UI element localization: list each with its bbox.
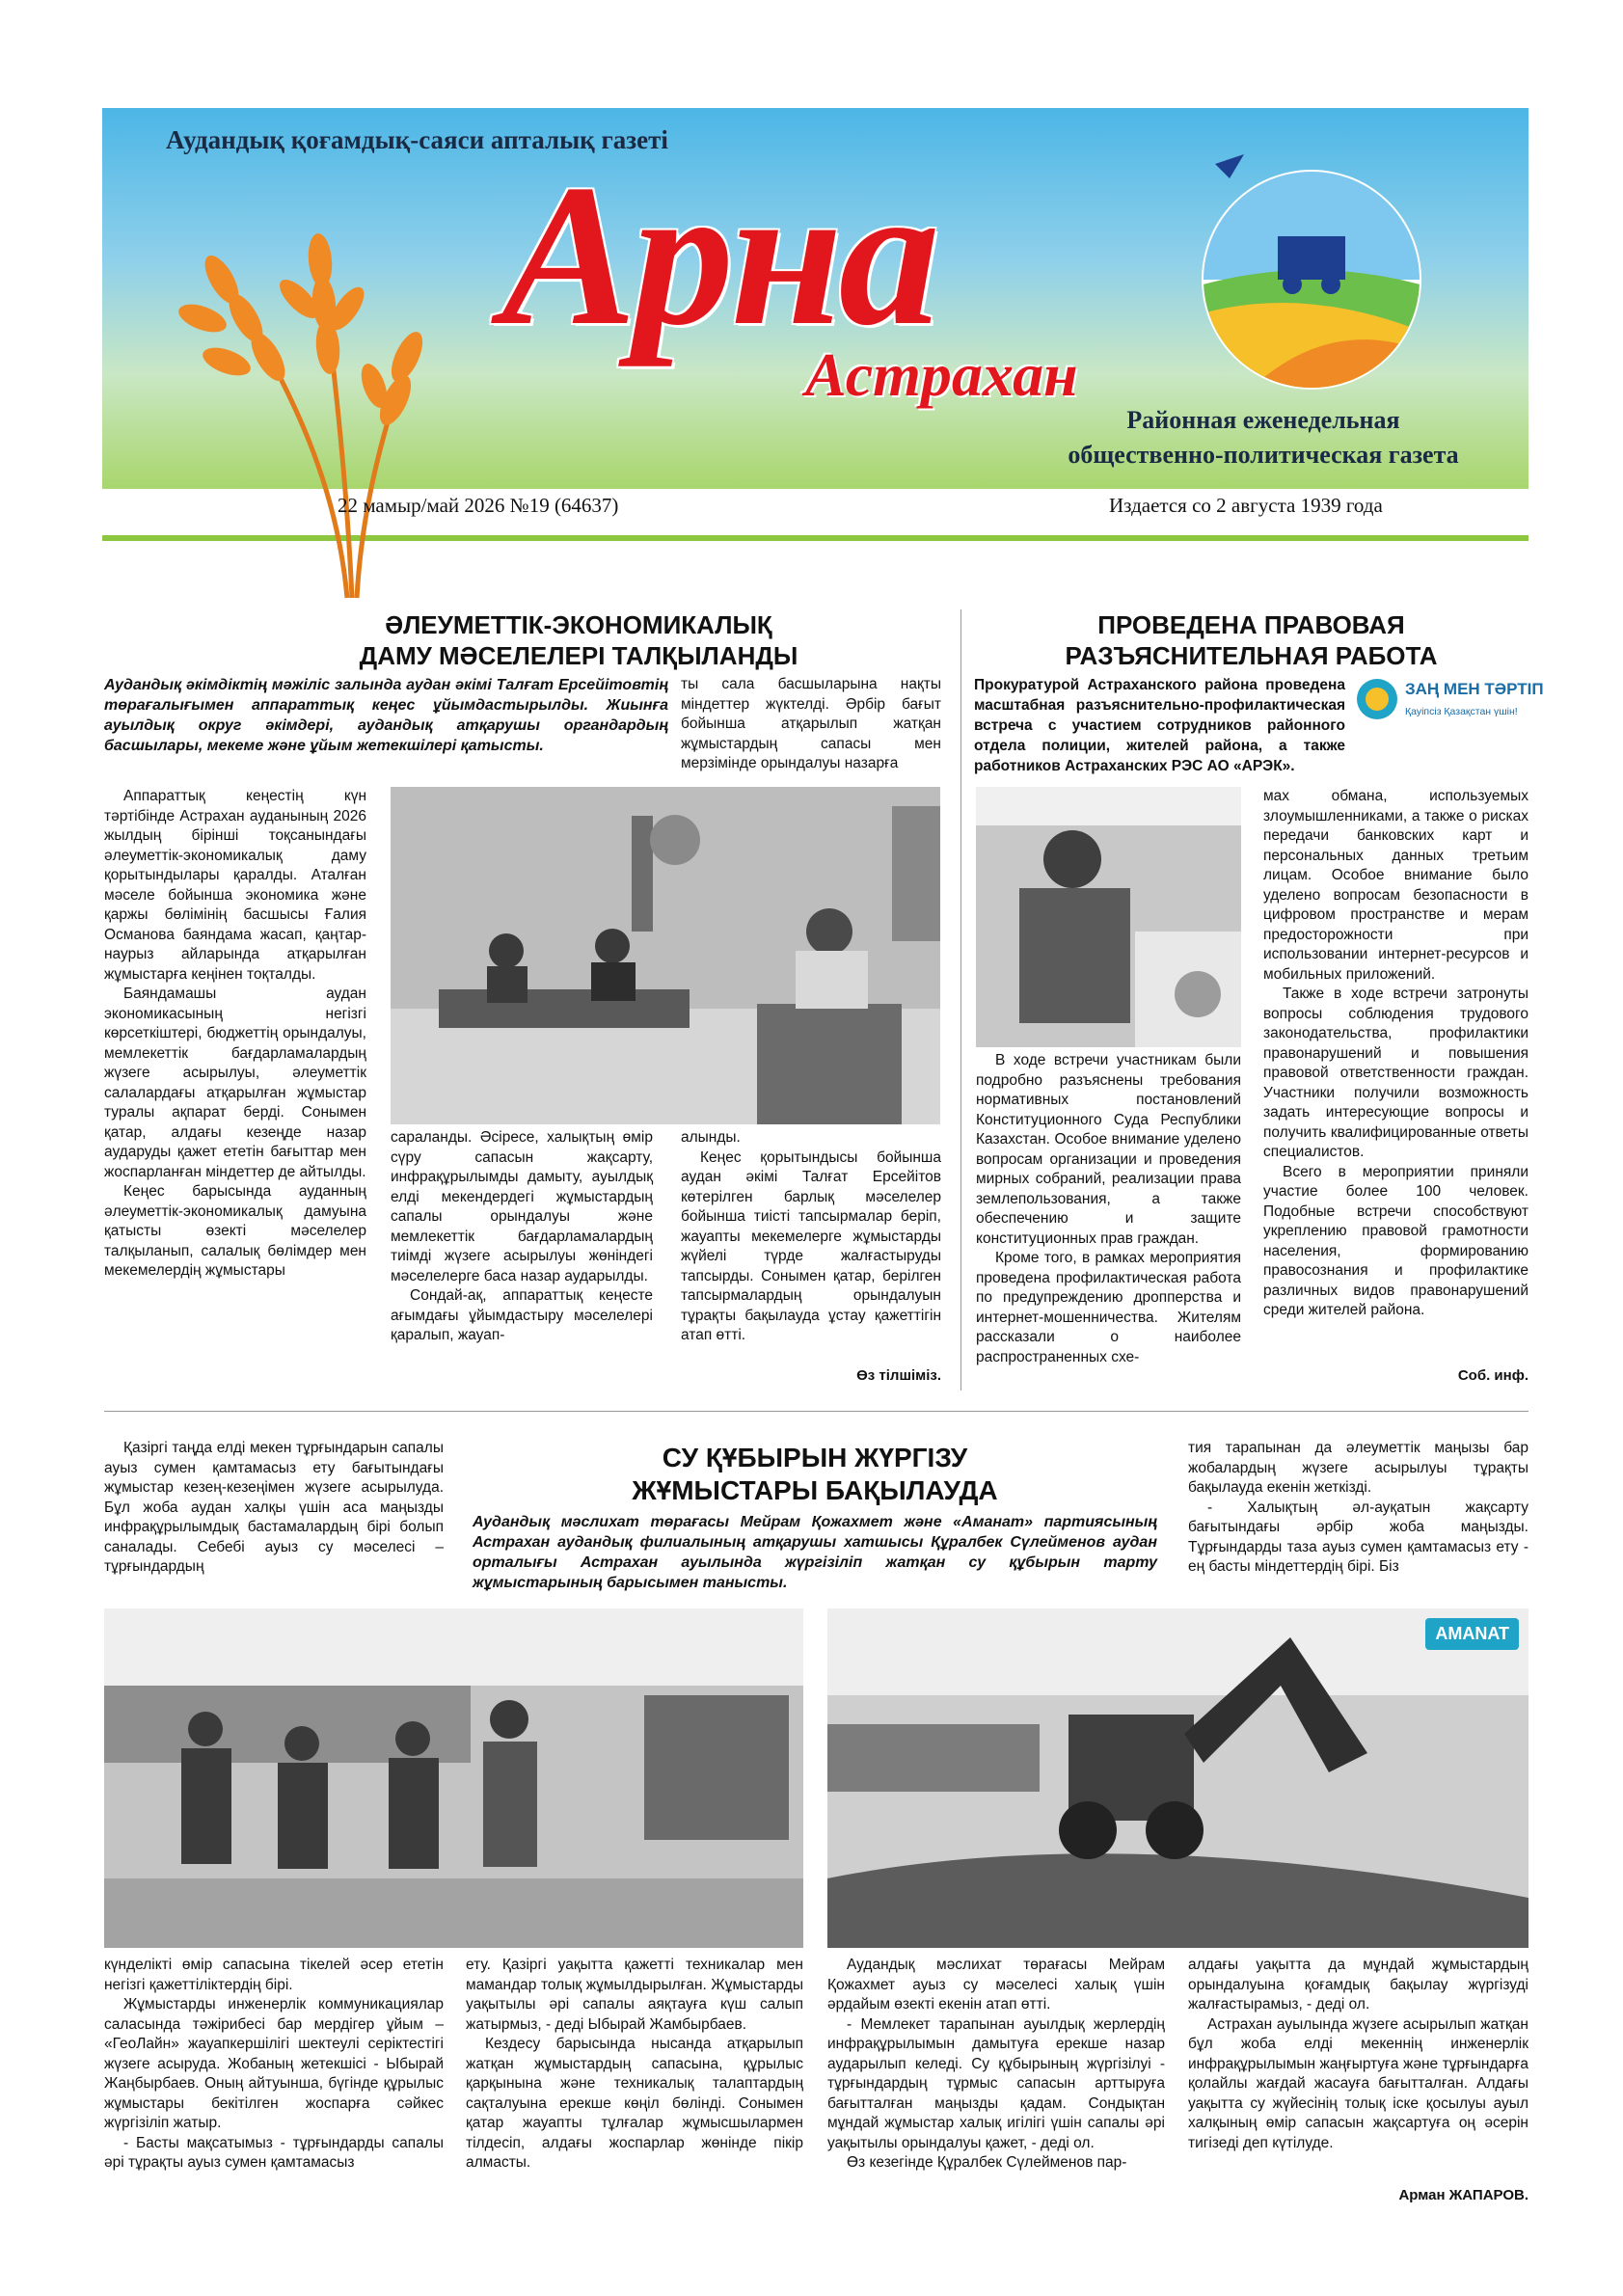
meeting-photo [391,787,940,1124]
article1-col2: сараланды. Әсіресе, халықтың өмір сүру сапасын жақсарту, инфрақұрылымды дамыту, ауылдық елді мекендердегі жұмыстардың сапалы орындалуы және мемлекеттік бағдарламалардың тиімді жүзеге асырылуы жөніндегі мәселелерге баса назар аударылды. Сондай-ақ, аппараттық кеңесте ағымдағы ұйымдастыру мәселелері қаралып, жауап- [391,1129,653,1343]
wheat-icon [154,222,424,608]
tagline-kz: Аудандық қоғамдық-саяси апталық газеті [166,125,668,154]
article3-headline: СУ ҚҰБЫРЫН ЖҮРГІЗУ ЖҰМЫСТАРЫ БАҚЫЛАУДА [632,1443,998,1505]
emblem-icon [1355,677,1399,721]
article3-top-left: Қазіргі таңда елді мекен тұрғындарын сапалы ауыз сумен қамтамасыз ету бағытындағы жұмыстар кезең-кезеңімен жүзеге асырылуда. Бұл жоба аудан халқы үшін аса маңызды инфрақұрылымдық бастамалардың бірі болып саналады. Себебі ауыз су мәселесі – тұрғындардың [104,1440,444,1575]
article2-signature: Соб. инф. [1457,1367,1528,1384]
newspaper-title: Арна [501,144,936,367]
section-divider [104,1411,1528,1412]
article2-lead: ЗАҢ МЕН ТӘРТІП Қауіпсіз Қазақстан үшін! Прокуратурой Астраханского района проведена масштабная разъяснительно-профилактическая встреча с участием сотрудников районного отдела полиции, жителей района, а также работников Астраханских РЭС АО «АРЭК». [974,677,1544,774]
article3-col3: Аудандық мәслихат төрағасы Мейрам Қожахмет ауыз су мәселесі халық үшін әрдайым өзекті екенін атап өтті. - Мемлекет тарапынан ауылдық жерлердің инфрақұрылымын дамытуға ерекше назар аударылып келеді. Су құбырының жүргізілуі - тұрғындардың тұрмыс сапасын арттыруға бағытталған маңызды қадам. Сондықтан мұндай жұмыстар халық игілігі үшін сапалы әрі уақытылы орындалуы қажет, - деді ол. Өз кезегінде Құралбек Сүлейменов пар- [827,1957,1165,2171]
article3-top-right: тия тарапынан да әлеуметтік маңызы бар жобалардың жүзеге асырылуы тұрақты бақылауда екенін жеткізді. - Халықтың әл-ауқатын жақсарту бағытындағы әрбір жоба маңызды. Тұрғындарды таза ауыз сумен қамтамасыз ету - ең басты міндеттердің бірі. Біз [1188,1440,1528,1575]
article3-signature: Арман ЖАПАРОВ. [1398,2187,1528,2203]
article1-col3: алынды. Кеңес қорытындысы бойынша аудан әкімі Талғат Ерсейітов көтерілген барлық мәселелер бойынша тиісті тапсырмалар беріп, жауапты мекемелерге жұмыстарды жүйелі түрде жалғастыруды тапсырды. Сонымен қатар, берілген тапсырмалардың орындалуын тұрақты бақылауда ұстау қажеттігін атап өтті. [681,1129,941,1343]
published-since: Издается со 2 августа 1939 года [1109,494,1383,517]
issue-date: 22 мамыр/май 2026 №19 (64637) [338,494,619,517]
prosecutor-photo [976,787,1241,1047]
article3-col2: ету. Қазіргі уақытта қажетті техникалар мен мамандар толық жұмылдырылған. Жұмыстарды уақытылы әрі сапалы аяқтауға күш салып жатырмыз, - деді Ыбырай Жамбырбаев. Кездесу барысында нысанда атқарылып жатқан жұмыстардың сапасына, құрылыс қарқынына және техникалық талаптардың сақталуына ерекше көңіл бөлінді. Сонымен қатар жауапты тұлғалар жұмысшылармен тілдесіп, алдағы жоспарлар жөнінде пікір алмасты. [466,1957,803,2171]
article1-col1: Аппараттық кеңестің күн тәртібінде Астрахан ауданының 2026 жылдың бірінші тоқсанындағы әлеуметтік-экономикалық даму қорытындылары қаралды. Аталған мәселе бойынша экономика және қаржы бөлімінің басшысы Ғалия Османова баяндама жасап, қаңтар-наурыз айларында атқарылған жұмыстарға кеңінен тоқталды. Баяндамашы аудан экономикасының негізгі көрсеткіштері, бюджеттің орындалуы, мемлекеттік бағдарламалардың жүзеге асырылуы, әлеуметтік салалардағы атқарылған жұмыстар туралы ақпарат берді. Сонымен қатар, алдағы кезеңде назар аударуды қажет ететін бағыттар мен жоспарланған міндеттер де айтылды. Кеңес барысында ауданның әлеуметтік-экономикалық дамуына қатысты өзекті мәселелер талқыланып, салалық бөлімдер мен мекемелердің жұмыстары [104,788,366,1279]
article3-col1: күнделікті өмір сапасына тікелей әсер ететін негізгі қажеттіліктердің бірі. Жұмыстарды инженерлік коммуникациялар саласында тәжірибесі бар мердігер ұйым – «ГеоЛайн» жауапкершілігі шектеулі серіктестігі жүзеге асыруда. Жобаның жетекшісі - Ыбырай Жаңбырбаев. Оның айтуынша, бүгінде құрылыс жұмыстары бекітілген жоспарға сәйкес жүргізіліп жатыр. - Басты мақсатымыз - тұрғындарды сапалы әрі тұрақты ауыз сумен қамтамасыз [104,1957,444,2171]
amanat-badge: AMANAT [1425,1618,1519,1650]
excavator-photo [827,1608,1528,1948]
article3-col4: алдағы уақытта да мұндай жұмыстардың орындалуына қоғамдық бақылау жүргізуді жалғастырамыз, - деді ол. Астрахан ауылында жүзеге асырылып жатқан бұл жоба елді мекеннің инженерлік инфрақұрылымын жаңғыртуға және тұрғындарға қолайлы жағдай жасауға бағытталған. Алдағы уақытта су жүйесінің толық іске қосылуы ауыл халқының өмір сапасын жақсартуға оң әсерін тигізеді деп күтілуде. [1188,1957,1528,2151]
harvest-logo-icon [1186,145,1437,395]
officials-photo [104,1608,803,1948]
article2-col1: В ходе встречи участникам были подробно разъяснены требования нормативных постановлений Конституционного Суда Республики Казахстан. Особое внимание уделено вопросам организации и проведения мирных собраний, реализации права землепользования, а также обеспечению и защите конституционных прав граждан. Кроме того, в рамках мероприятия проведена профилактическая работа по предупреждению дропперства и интернет-мошенничества. Жителям рассказали о наиболее распространенных схе- [976,1052,1241,1365]
article2-headline: ПРОВЕДЕНА ПРАВОВАЯ РАЗЪЯСНИТЕЛЬНАЯ РАБОТА [1065,610,1438,670]
column-divider [960,609,961,1391]
newspaper-subtitle: Астрахан [805,340,1078,409]
tagline-ru: Районная еженедельная общественно-политическая газета [1068,406,1459,469]
article3-lead: Аудандық мәслихат төрағасы Мейрам Қожахмет және «Аманат» партиясының Астрахан аудандық филиалының атқарушы хатшысы Құралбек Сүлейменов аудан орталығы Астрахан ауылында жүргізіліп жатқан су құбырын тарту жұмыстарының барысымен танысты. [473,1514,1157,1591]
article1-headline: ӘЛЕУМЕТТІК-ЭКОНОМИКАЛЫҚ ДАМУ МӘСЕЛЕЛЕРІ ТАЛҚЫЛАНДЫ [359,610,798,670]
article1-lead: Аудандық әкімдіктің мәжіліс залында аудан әкімі Талғат Ерсейітовтің төрағалығымен аппараттық кеңес ұйымдастырылды. Жиынға ауылдық округ әкімдері, аудандық атқарушы органдардың басшылары, мекеме және ұйым жетекшілері қатысты. [104,677,668,754]
article1-col3-top: ты сала басшыларына нақты міндеттер жүктелді. Әрбір бағыт бойынша атқарылып жатқан жұмыстардың сапасы мен мерзімінде орындалуы назарға [681,676,941,771]
article2-col2: мах обмана, используемых злоумышленниками, а также о рисках передачи банковских карт и персональных данных третьим лицам. Особое внимание было уделено вопросам безопасности в цифровом пространстве и мерам предосторожности при использовании интернет-ресурсов и мобильных приложений. Также в ходе встречи затронуты вопросы соблюдения трудового законодательства, профилактики правонарушений и повышения правовой ответственности граждан. Участники получили возможность задать интересующие вопросы и получить квалифицированные ответы специалистов. Всего в мероприятии приняли участие более 100 человек. Подобные встречи способствуют укреплению правовой грамотности населения, формированию правосознания и профилактике различных видов правонарушений среди жителей района. [1263,788,1528,1318]
law-badge: ЗАҢ МЕН ТӘРТІП Қауіпсіз Қазақстан үшін! [1355,675,1528,725]
article1-signature: Өз тілшіміз. [856,1367,941,1384]
